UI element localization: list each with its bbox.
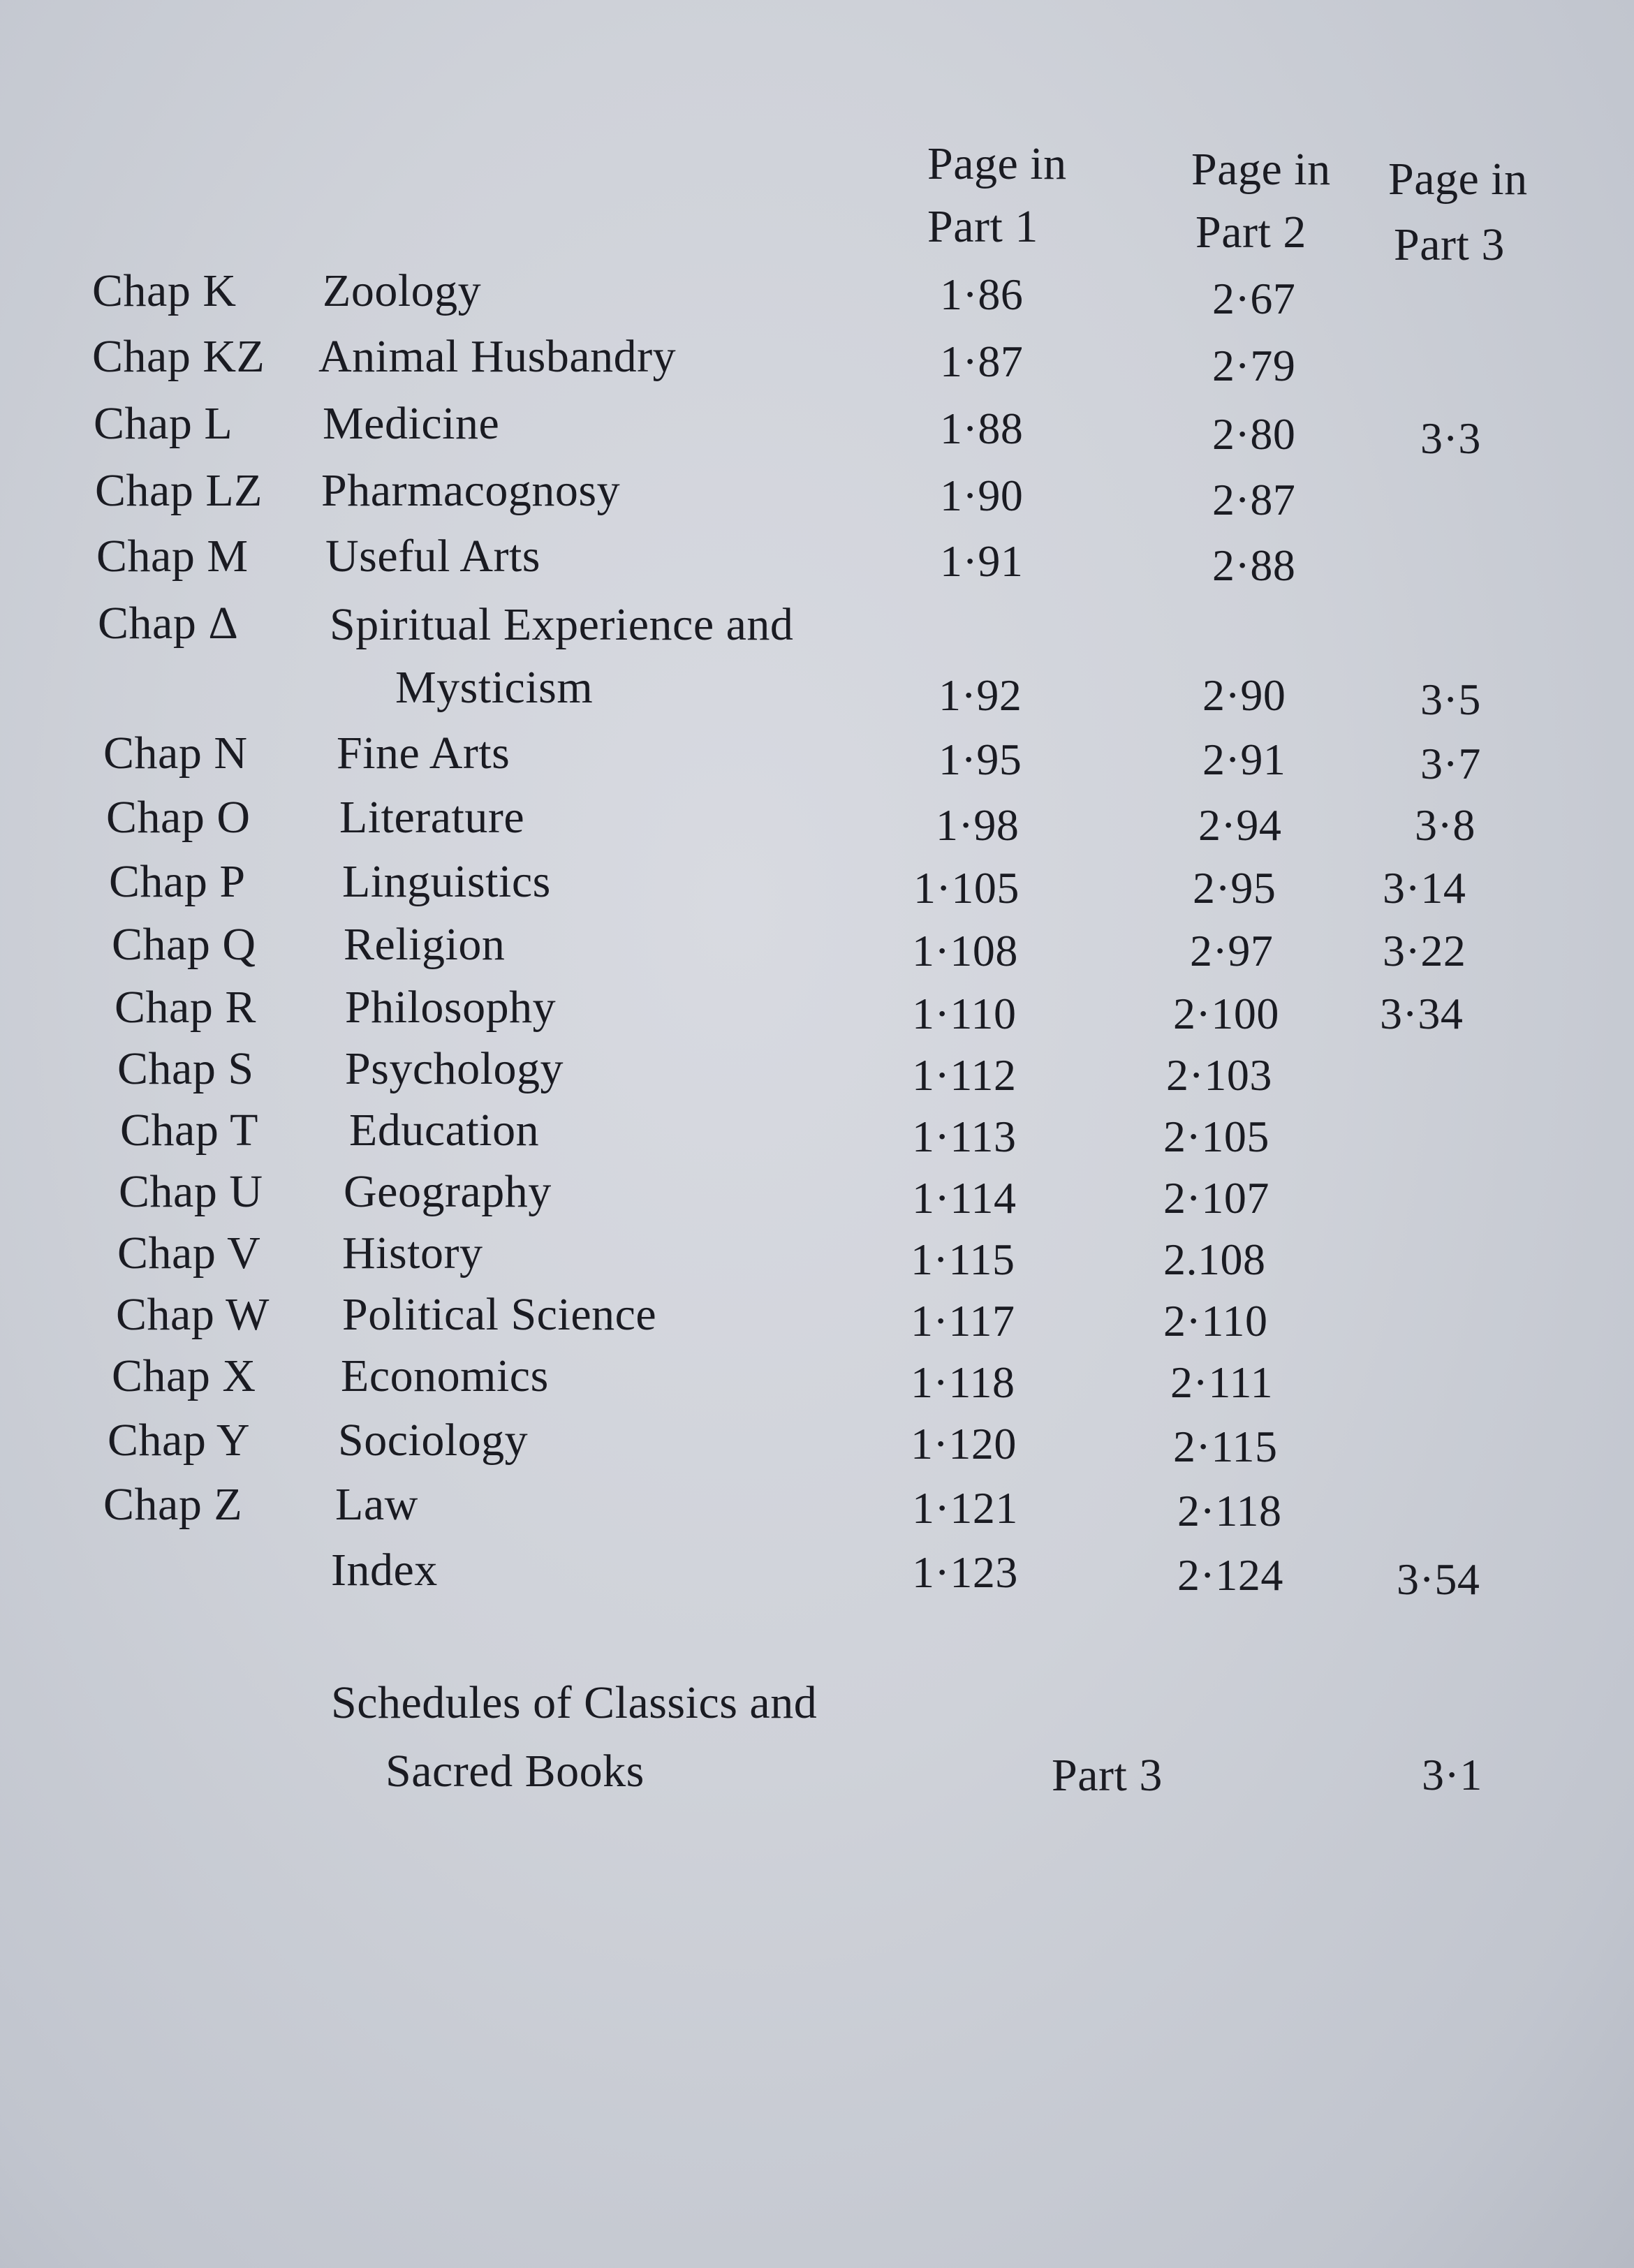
chapter-code: Chap M bbox=[96, 531, 249, 582]
subject: Sociology bbox=[338, 1415, 529, 1466]
subject: Animal Husbandry bbox=[318, 331, 677, 382]
subject: Zoology bbox=[323, 265, 482, 316]
subject: Fine Arts bbox=[337, 728, 510, 779]
page-part2: 2·87 bbox=[1212, 475, 1296, 524]
page-part1: 1·86 bbox=[940, 270, 1024, 319]
page-part3: 3·14 bbox=[1383, 863, 1466, 913]
subject: Philosophy bbox=[345, 982, 557, 1033]
subject: Useful Arts bbox=[325, 531, 540, 582]
subject: Geography bbox=[344, 1166, 552, 1217]
header-part3-line1: Page in bbox=[1388, 154, 1528, 205]
page-part1: 1·115 bbox=[911, 1235, 1015, 1284]
page-part2: 2·94 bbox=[1198, 800, 1282, 850]
page-part1: 1·87 bbox=[940, 337, 1024, 386]
page-part2: 2·79 bbox=[1212, 341, 1296, 390]
subject: Political Science bbox=[342, 1289, 657, 1340]
page-part2: 2·91 bbox=[1202, 735, 1286, 784]
chapter-code: Chap Q bbox=[112, 919, 256, 970]
page-part1: 1·108 bbox=[912, 926, 1018, 975]
page-part2: 2·80 bbox=[1212, 409, 1296, 459]
subject: Education bbox=[349, 1105, 540, 1156]
page-part3: 3·3 bbox=[1420, 413, 1481, 463]
schedules-part: Part 3 bbox=[1052, 1750, 1163, 1801]
subject: Religion bbox=[344, 919, 506, 970]
page-part1: 1·92 bbox=[939, 670, 1022, 720]
page-part2: 2·67 bbox=[1212, 274, 1296, 323]
subject-continued: Mysticism bbox=[395, 662, 594, 713]
chapter-code: Chap K bbox=[92, 265, 237, 316]
page-part2: 2·107 bbox=[1163, 1173, 1269, 1223]
page-part2: 2·90 bbox=[1202, 670, 1286, 720]
page-part3: 3·5 bbox=[1420, 675, 1481, 724]
page-part1: 1·110 bbox=[912, 989, 1017, 1038]
chapter-code: Chap V bbox=[117, 1228, 261, 1279]
page-part1: 1·95 bbox=[939, 735, 1022, 784]
subject: History bbox=[342, 1228, 483, 1279]
chapter-code: Chap W bbox=[116, 1289, 270, 1340]
subject: Spiritual Experience and bbox=[330, 599, 794, 650]
page-part2: 2·105 bbox=[1163, 1112, 1269, 1161]
page-part2: 2·97 bbox=[1190, 926, 1274, 975]
page-part1: 1·120 bbox=[911, 1419, 1017, 1468]
page-part2: 2·103 bbox=[1166, 1050, 1272, 1100]
schedules-page: 3·1 bbox=[1422, 1750, 1482, 1799]
header-part1-line1: Page in bbox=[927, 138, 1067, 189]
page-part1: 1·123 bbox=[912, 1547, 1018, 1597]
subject: Economics bbox=[341, 1350, 549, 1401]
page-part3: 3·34 bbox=[1380, 989, 1464, 1038]
chapter-code: Chap X bbox=[112, 1350, 256, 1401]
page-part3: 3·54 bbox=[1397, 1554, 1480, 1604]
chapter-code: Chap KZ bbox=[92, 331, 265, 382]
chapter-code: Chap Y bbox=[108, 1415, 251, 1466]
page-part2: 2·118 bbox=[1177, 1486, 1282, 1536]
subject: Law bbox=[335, 1479, 418, 1530]
header-part2-line2: Part 2 bbox=[1195, 207, 1307, 258]
chapter-code: Chap P bbox=[109, 856, 246, 907]
page-part1: 1·113 bbox=[912, 1112, 1017, 1161]
subject: Literature bbox=[339, 792, 525, 843]
page-part1: 1·112 bbox=[912, 1050, 1017, 1100]
page-part1: 1·90 bbox=[940, 471, 1024, 520]
chapter-code: Chap N bbox=[103, 728, 248, 779]
chapter-code: Chap Z bbox=[103, 1479, 243, 1530]
page-part1: 1·105 bbox=[913, 863, 1020, 913]
chapter-code: Chap L bbox=[94, 398, 233, 449]
page-part3: 3·7 bbox=[1420, 739, 1481, 788]
page-part2: 2·124 bbox=[1177, 1550, 1283, 1600]
page-part1: 1·117 bbox=[911, 1296, 1015, 1346]
page-part1: 1·121 bbox=[912, 1483, 1018, 1533]
page-part1: 1·88 bbox=[940, 404, 1024, 453]
page-part2: 2.108 bbox=[1163, 1235, 1266, 1284]
subject: Psychology bbox=[345, 1043, 564, 1094]
subject: Linguistics bbox=[342, 856, 551, 907]
page-part2: 2·111 bbox=[1170, 1357, 1274, 1407]
page-part2: 2·95 bbox=[1193, 863, 1276, 913]
subject: Index bbox=[331, 1545, 438, 1596]
schedules-line1: Schedules of Classics and bbox=[331, 1677, 818, 1728]
page-part1: 1·118 bbox=[911, 1357, 1015, 1407]
chapter-code: Chap Δ bbox=[98, 598, 239, 649]
page-part2: 2·88 bbox=[1212, 540, 1296, 590]
page-part2: 2·115 bbox=[1173, 1422, 1278, 1471]
header-part3-line2: Part 3 bbox=[1394, 219, 1505, 270]
page-part2: 2·100 bbox=[1173, 989, 1279, 1038]
page-part1: 1·91 bbox=[940, 536, 1024, 586]
chapter-code: Chap U bbox=[119, 1166, 263, 1217]
schedules-line2: Sacred Books bbox=[385, 1746, 645, 1797]
chapter-code: Chap S bbox=[117, 1043, 254, 1094]
subject: Medicine bbox=[323, 398, 500, 449]
chapter-code: Chap R bbox=[115, 982, 256, 1033]
header-part1-line2: Part 1 bbox=[927, 201, 1038, 252]
page-part1: 1·114 bbox=[912, 1173, 1017, 1223]
page-part2: 2·110 bbox=[1163, 1296, 1268, 1346]
subject: Pharmacognosy bbox=[321, 465, 621, 516]
chapter-code: Chap T bbox=[120, 1105, 258, 1156]
header-part2-line1: Page in bbox=[1191, 144, 1331, 195]
chapter-code: Chap LZ bbox=[95, 465, 263, 516]
page-part1: 1·98 bbox=[936, 800, 1020, 850]
page-part3: 3·22 bbox=[1383, 926, 1466, 975]
chapter-code: Chap O bbox=[106, 792, 251, 843]
page-part3: 3·8 bbox=[1415, 800, 1475, 850]
